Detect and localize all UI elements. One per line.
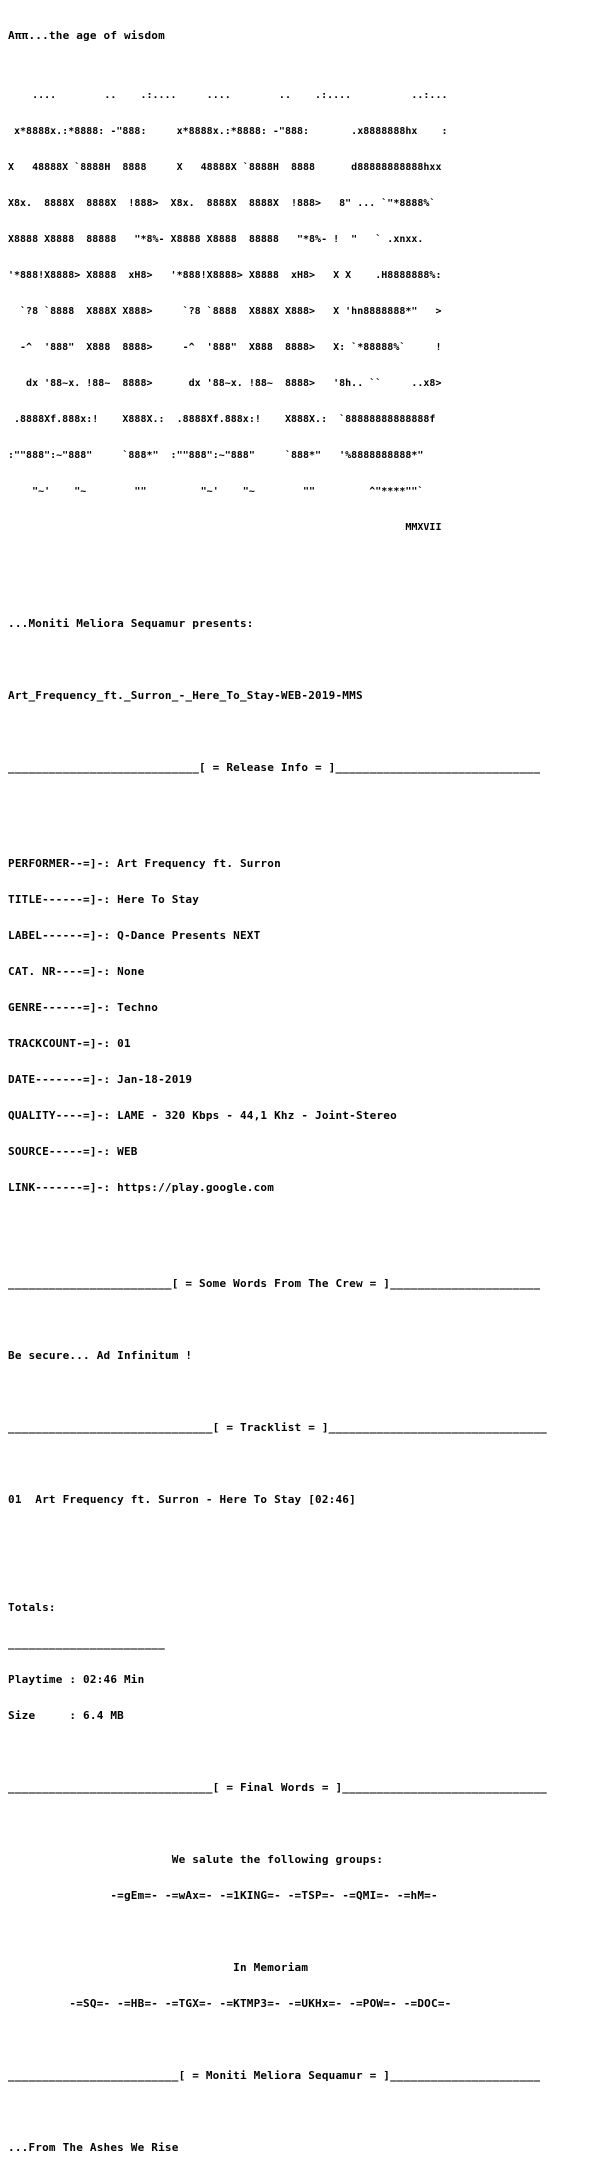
section-final-words: ______________________________[ = Final Words = ]______________________________ bbox=[8, 1781, 547, 1794]
info-genre: GENRE------=]-: Techno bbox=[8, 1001, 159, 1014]
footer-line: ...From The Ashes We Rise bbox=[8, 2141, 179, 2154]
ascii-art-logo bbox=[8, 66, 592, 558]
art-year: MMXVII bbox=[8, 522, 442, 533]
art-line: :""888":~"888" `888*" :""888":~"888" `888*" '%8888888888*" bbox=[8, 450, 424, 461]
salute-heading: We salute the following groups: bbox=[8, 1853, 384, 1866]
crew-message: Be secure... Ad Infinitum ! bbox=[8, 1349, 193, 1362]
art-line: `?8 `8888 X888X X888> `?8 `8888 X888X X888> X 'hn8888888*" > bbox=[8, 306, 442, 317]
release-name: Art_Frequency_ft._Surron_-_Here_To_Stay-WEB-2019-MMS bbox=[8, 689, 363, 702]
presents-line: ...Moniti Meliora Sequamur presents: bbox=[8, 617, 254, 630]
release-info-block bbox=[8, 834, 592, 1218]
info-link: LINK-------=]-: https://play.google.com bbox=[8, 1181, 275, 1194]
section-crew-words: ________________________[ = Some Words From The Crew = ]______________________ bbox=[8, 1277, 541, 1290]
art-line: X8888 X8888 88888 "*8%- X8888 X8888 88888 "*8%- ! " ` .xnxx. bbox=[8, 234, 424, 245]
info-title: TITLE------=]-: Here To Stay bbox=[8, 893, 200, 906]
info-label: LABEL------=]-: Q-Dance Presents NEXT bbox=[8, 929, 261, 942]
nfo-text bbox=[8, 6, 592, 2166]
info-quality: QUALITY----=]-: LAME - 320 Kbps - 44,1 Khz - Joint-Stereo bbox=[8, 1109, 397, 1122]
track-item: 01 Art Frequency ft. Surron - Here To Stay [02:46] bbox=[8, 1493, 356, 1506]
section-group: _________________________[ = Moniti Meliora Sequamur = ]______________________ bbox=[8, 2069, 541, 2082]
art-line: dx '88~x. !88~ 8888> dx '88~x. !88~ 8888> '8h.. `` ..x8> bbox=[8, 378, 442, 389]
tagline: Αππ...the age of wisdom bbox=[8, 29, 165, 42]
info-date: DATE-------=]-: Jan-18-2019 bbox=[8, 1073, 193, 1086]
totals-rule: _______________________ bbox=[8, 1637, 165, 1650]
art-line: X8x. 8888X 8888X !888> X8x. 8888X 8888X !888> 8" ... `"*8888%` bbox=[8, 198, 436, 209]
art-line: .8888Xf.888x:! X888X.: .8888Xf.888x:! X888X.: `88888888888888f bbox=[8, 414, 436, 425]
totals-playtime: Playtime : 02:46 Min bbox=[8, 1673, 145, 1686]
info-trackcount: TRACKCOUNT-=]-: 01 bbox=[8, 1037, 131, 1050]
art-line: X 48888X `8888H 8888 X 48888X `8888H 8888 d88888888888hxx bbox=[8, 162, 442, 173]
info-cat-nr: CAT. NR----=]-: None bbox=[8, 965, 145, 978]
salute-groups: -=gEm=- -=wAx=- -=1KING=- -=TSP=- -=QMI=- -=hM=- bbox=[8, 1889, 438, 1902]
art-line: x*8888x.:*8888: -"888: x*8888x.:*8888: -"888: .x8888888hx : bbox=[8, 126, 448, 137]
totals-size: Size : 6.4 MB bbox=[8, 1709, 124, 1722]
art-line: "~' "~ "" "~' "~ "" ^"****""` bbox=[8, 486, 424, 497]
info-source: SOURCE-----=]-: WEB bbox=[8, 1145, 138, 1158]
section-tracklist: ______________________________[ = Tracklist = ]________________________________ bbox=[8, 1421, 547, 1434]
memoriam-groups: -=SQ=- -=HB=- -=TGX=- -=KTMP3=- -=UKHx=- -=POW=- -=DOC=- bbox=[8, 1997, 452, 2010]
art-line: .... .. .:.... .... .. .:.... ..:... bbox=[8, 90, 448, 101]
section-release-info: ____________________________[ = Release Info = ]______________________________ bbox=[8, 761, 541, 774]
art-line: -^ '888" X888 8888> -^ '888" X888 8888> X: `*88888%` ! bbox=[8, 342, 442, 353]
art-line: '*888!X8888> X8888 xH8> '*888!X8888> X8888 xH8> X X .H8888888%: bbox=[8, 270, 442, 281]
totals-heading: Totals: bbox=[8, 1601, 56, 1614]
memoriam-heading: In Memoriam bbox=[8, 1961, 309, 1974]
info-performer: PERFORMER--=]-: Art Frequency ft. Surron bbox=[8, 857, 281, 870]
